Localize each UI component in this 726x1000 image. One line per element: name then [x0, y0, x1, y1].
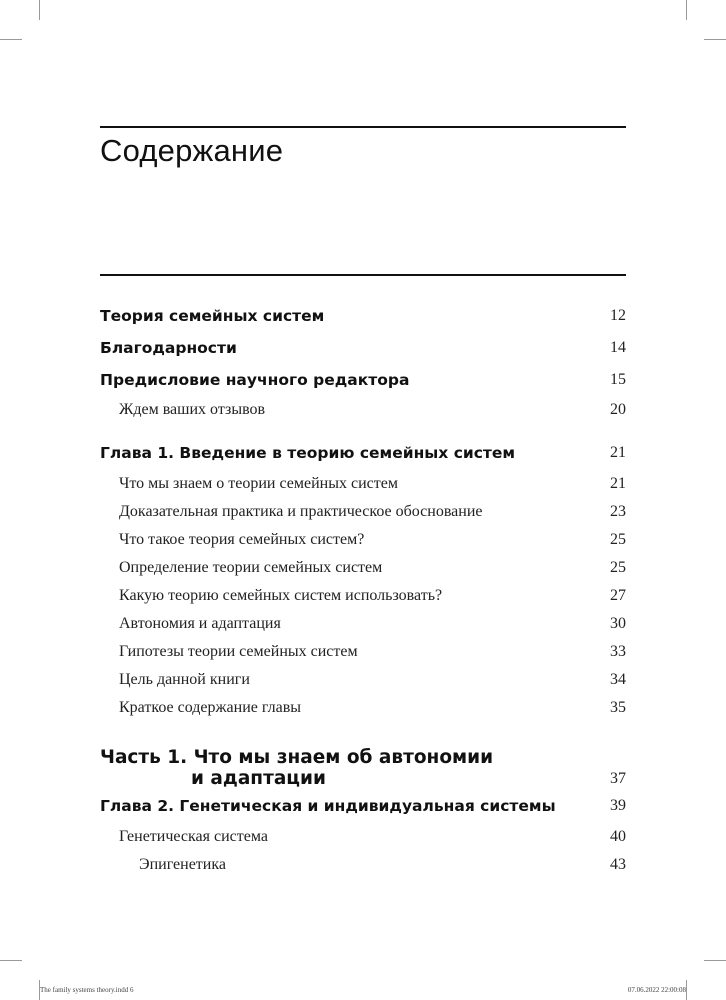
- toc-entry[interactable]: [100, 615, 626, 639]
- section-rule: [100, 274, 626, 276]
- toc-entry[interactable]: [100, 828, 626, 852]
- toc-entry[interactable]: [100, 856, 626, 880]
- toc-entry-title: Генетическая система: [119, 828, 268, 845]
- toc-entry-title: Глава 1. Введение в теорию семейных систем: [100, 444, 516, 462]
- toc-entry-title: Какую теорию семейных систем использовать?: [119, 587, 443, 604]
- toc-entry-page: 34: [610, 671, 626, 688]
- toc-entry[interactable]: [100, 699, 626, 723]
- toc-entry-title: Цель данной книги: [119, 671, 250, 688]
- toc-entry-page: 43: [610, 856, 626, 873]
- toc-entry-page: 33: [610, 643, 626, 660]
- toc-entry[interactable]: [100, 797, 626, 821]
- toc-entry[interactable]: [100, 371, 626, 395]
- toc-entry-page: 23: [610, 503, 626, 520]
- toc-entry-page: 25: [610, 559, 626, 576]
- crop-mark: [686, 0, 687, 20]
- toc-entry-page: 15: [610, 371, 626, 388]
- toc-entry-title: Доказательная практика и практическое обоснование: [119, 503, 483, 520]
- crop-mark: [704, 39, 726, 40]
- crop-mark: [0, 39, 22, 40]
- footer-filename: The family systems theory.indd 6: [40, 986, 134, 994]
- toc-entry-title: Что мы знаем о теории семейных систем: [119, 475, 398, 492]
- toc-entry[interactable]: [100, 643, 626, 667]
- toc-entry[interactable]: [100, 307, 626, 331]
- toc-part-entry[interactable]: [100, 747, 626, 795]
- top-rule: [100, 126, 626, 128]
- toc-entry-title: Предисловие научного редактора: [100, 371, 410, 389]
- toc-entry[interactable]: [100, 444, 626, 468]
- toc-entry[interactable]: [100, 559, 626, 583]
- toc-entry-page: 20: [610, 401, 626, 418]
- toc-entry[interactable]: [100, 475, 626, 499]
- crop-mark: [39, 0, 40, 20]
- toc-entry-page: 21: [610, 444, 626, 461]
- page-title: Содержание: [100, 133, 284, 168]
- toc-entry[interactable]: [100, 401, 626, 425]
- toc-entry-title: Эпигенетика: [139, 856, 226, 873]
- toc-entry-page: 25: [610, 531, 626, 548]
- crop-mark: [0, 960, 22, 961]
- toc-entry[interactable]: [100, 587, 626, 611]
- toc-entry-title: Что такое теория семейных систем?: [119, 531, 365, 548]
- toc-entry[interactable]: [100, 503, 626, 527]
- toc-entry-page: 27: [610, 587, 626, 604]
- toc-entry-page: 21: [610, 475, 626, 492]
- toc-entry[interactable]: [100, 531, 626, 555]
- toc-entry-title: Гипотезы теории семейных систем: [119, 643, 358, 660]
- toc-entry-title: Автономия и адаптация: [119, 615, 281, 632]
- toc-part-title-line1: Часть 1. Что мы знаем об автономии: [100, 747, 494, 768]
- footer-datetime: 07.06.2022 22:00:08: [627, 986, 686, 994]
- toc-entry[interactable]: [100, 339, 626, 363]
- toc-entry-title: Краткое содержание главы: [119, 699, 302, 716]
- toc-entry-page: 12: [610, 307, 626, 324]
- toc-entry-page: 14: [610, 339, 626, 356]
- toc-entry-page: 37: [610, 770, 626, 787]
- crop-mark: [686, 980, 687, 1000]
- toc-entry-title: Определение теории семейных систем: [119, 559, 383, 576]
- toc-entry-title: Глава 2. Генетическая и индивидуальная системы: [100, 797, 556, 815]
- toc-entry-title: Ждем ваших отзывов: [119, 401, 266, 418]
- toc-entry-page: 40: [610, 828, 626, 845]
- toc-entry-title: Благодарности: [100, 339, 237, 357]
- toc-entry-page: 39: [610, 797, 626, 814]
- crop-mark: [704, 960, 726, 961]
- toc-entry-page: 30: [610, 615, 626, 632]
- toc-entry-page: 35: [610, 699, 626, 716]
- toc-entry[interactable]: [100, 671, 626, 695]
- toc-entry-title: Теория семейных систем: [100, 307, 325, 325]
- toc-part-title-line2: и адаптации: [191, 768, 326, 789]
